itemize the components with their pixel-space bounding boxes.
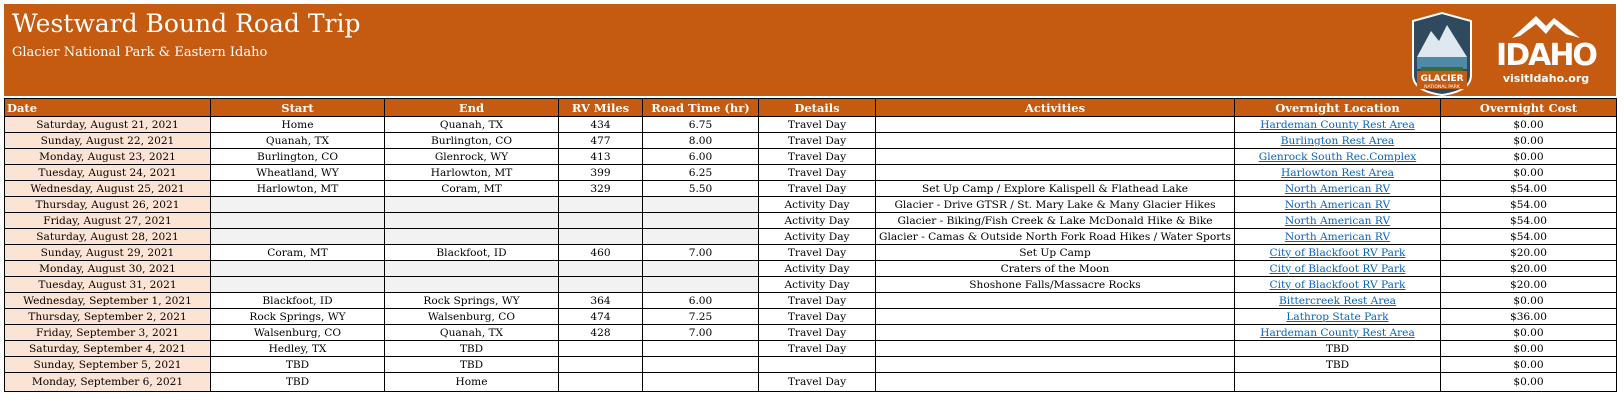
end-cell (385, 213, 559, 229)
details-cell: Activity Day (759, 261, 876, 277)
table-row (5, 149, 1617, 165)
activities-cell (876, 149, 1235, 165)
end-cell: Blackfoot, ID (385, 245, 559, 261)
overnight-location-link[interactable]: City of Blackfoot RV Park (1269, 262, 1406, 275)
overnight-cost-cell: $0.00 (1441, 325, 1617, 341)
date-cell: Wednesday, August 25, 2021 (5, 181, 211, 197)
details-cell: Travel Day (759, 293, 876, 309)
end-cell: Burlington, CO (385, 133, 559, 149)
table-row (5, 341, 1617, 357)
table-row (5, 181, 1617, 197)
overnight-location-link[interactable]: Lathrop State Park (1286, 310, 1389, 323)
details-cell: Travel Day (759, 133, 876, 149)
end-cell (385, 229, 559, 245)
overnight-location-link[interactable]: North American RV (1284, 214, 1391, 227)
overnight-cost-cell: $36.00 (1441, 309, 1617, 325)
activities-cell (876, 165, 1235, 181)
rv-miles-cell: 474 (559, 309, 643, 325)
table-row (5, 229, 1617, 245)
date-cell: Thursday, September 2, 2021 (5, 309, 211, 325)
activities-cell: Set Up Camp (876, 245, 1235, 261)
table-header-row (5, 99, 1617, 117)
details-cell: Travel Day (759, 373, 876, 392)
table-row (5, 293, 1617, 309)
activities-cell (876, 373, 1235, 392)
overnight-location-link[interactable]: North American RV (1284, 198, 1391, 211)
activities-cell (876, 309, 1235, 325)
end-cell: Quanah, TX (385, 325, 559, 341)
start-cell: TBD (211, 357, 385, 373)
overnight-location-link[interactable]: North American RV (1284, 230, 1391, 243)
overnight-location-cell (1235, 229, 1441, 245)
overnight-location-cell (1235, 277, 1441, 293)
table-row (5, 245, 1617, 261)
overnight-cost-cell: $0.00 (1441, 293, 1617, 309)
rv-miles-cell: 477 (559, 133, 643, 149)
rv-miles-cell (559, 357, 643, 373)
rv-miles-cell (559, 261, 643, 277)
start-cell: Rock Springs, WY (211, 309, 385, 325)
road-time-cell (643, 277, 759, 293)
overnight-location-cell (1235, 261, 1441, 277)
start-cell (211, 213, 385, 229)
overnight-location-cell: TBD (1235, 341, 1441, 357)
activities-cell (876, 325, 1235, 341)
road-time-cell: 6.00 (643, 293, 759, 309)
activities-cell (876, 341, 1235, 357)
page-subtitle: Glacier National Park & Eastern Idaho (12, 45, 268, 60)
table-row (5, 325, 1617, 341)
table-row (5, 213, 1617, 229)
overnight-cost-cell: $0.00 (1441, 165, 1617, 181)
end-cell: Glenrock, WY (385, 149, 559, 165)
rv-miles-cell: 329 (559, 181, 643, 197)
table-row (5, 357, 1617, 373)
svg-text:GLACIER: GLACIER (1420, 74, 1464, 84)
rv-miles-cell: 399 (559, 165, 643, 181)
activities-cell: Glacier - Drive GTSR / St. Mary Lake & Many Glacier Hikes (876, 197, 1235, 213)
end-cell: Walsenburg, CO (385, 309, 559, 325)
road-time-cell: 6.25 (643, 165, 759, 181)
road-time-cell: 7.25 (643, 309, 759, 325)
overnight-cost-cell: $0.00 (1441, 133, 1617, 149)
details-cell (759, 357, 876, 373)
road-time-cell (643, 261, 759, 277)
details-cell: Activity Day (759, 197, 876, 213)
end-cell: TBD (385, 357, 559, 373)
column-header-overnight-cost[interactable]: Overnight Cost (1441, 99, 1617, 117)
overnight-location-link[interactable]: Burlington Rest Area (1280, 134, 1395, 147)
rv-miles-cell (559, 277, 643, 293)
overnight-location-link[interactable]: City of Blackfoot RV Park (1269, 278, 1406, 291)
overnight-cost-cell: $20.00 (1441, 245, 1617, 261)
column-header-road-time[interactable]: Road Time (hr) (643, 99, 759, 117)
overnight-location-cell (1235, 117, 1441, 133)
date-cell: Sunday, August 29, 2021 (5, 245, 211, 261)
activities-cell (876, 117, 1235, 133)
end-cell: Home (385, 373, 559, 392)
overnight-cost-cell: $54.00 (1441, 197, 1617, 213)
overnight-location-cell: TBD (1235, 357, 1441, 373)
overnight-location-cell (1235, 181, 1441, 197)
table-row (5, 165, 1617, 181)
overnight-cost-cell: $0.00 (1441, 341, 1617, 357)
date-cell: Monday, September 6, 2021 (5, 373, 211, 392)
road-time-cell (643, 357, 759, 373)
details-cell: Travel Day (759, 181, 876, 197)
date-cell: Thursday, August 26, 2021 (5, 197, 211, 213)
overnight-location-cell (1235, 373, 1441, 392)
date-cell: Saturday, August 28, 2021 (5, 229, 211, 245)
start-cell: Wheatland, WY (211, 165, 385, 181)
end-cell: Quanah, TX (385, 117, 559, 133)
start-cell: Blackfoot, ID (211, 293, 385, 309)
end-cell (385, 197, 559, 213)
rv-miles-cell: 364 (559, 293, 643, 309)
start-cell: Coram, MT (211, 245, 385, 261)
details-cell: Travel Day (759, 149, 876, 165)
details-cell: Travel Day (759, 325, 876, 341)
header-banner (4, 4, 1616, 96)
rv-miles-cell (559, 229, 643, 245)
overnight-location-cell (1235, 309, 1441, 325)
road-time-cell (643, 197, 759, 213)
idaho-logo-wordmark: IDAHO (1496, 38, 1596, 73)
date-cell: Friday, September 3, 2021 (5, 325, 211, 341)
overnight-location-cell (1235, 149, 1441, 165)
overnight-cost-cell: $20.00 (1441, 277, 1617, 293)
start-cell: Burlington, CO (211, 149, 385, 165)
svg-text:NATIONAL PARK: NATIONAL PARK (1424, 85, 1460, 90)
start-cell: Home (211, 117, 385, 133)
column-header-activities[interactable]: Activities (876, 99, 1235, 117)
start-cell (211, 229, 385, 245)
overnight-location-cell (1235, 325, 1441, 341)
start-cell: Walsenburg, CO (211, 325, 385, 341)
column-header-date[interactable]: Date (5, 99, 211, 117)
end-cell: TBD (385, 341, 559, 357)
overnight-cost-cell: $0.00 (1441, 373, 1617, 392)
trip-schedule-table (4, 98, 1617, 392)
road-time-cell: 6.75 (643, 117, 759, 133)
overnight-location-cell (1235, 213, 1441, 229)
details-cell: Activity Day (759, 213, 876, 229)
rv-miles-cell (559, 341, 643, 357)
overnight-location-cell (1235, 165, 1441, 181)
road-time-cell: 5.50 (643, 181, 759, 197)
overnight-location-link[interactable]: City of Blackfoot RV Park (1269, 246, 1406, 259)
overnight-location-link[interactable]: Hardeman County Rest Area (1260, 326, 1415, 339)
road-time-cell (643, 213, 759, 229)
activities-cell: Shoshone Falls/Massacre Rocks (876, 277, 1235, 293)
overnight-location-link[interactable]: Bittercreek Rest Area (1279, 294, 1396, 307)
activities-cell: Craters of the Moon (876, 261, 1235, 277)
details-cell: Activity Day (759, 229, 876, 245)
overnight-location-cell (1235, 293, 1441, 309)
idaho-logo-url: visitIdaho.org (1502, 72, 1590, 85)
rv-miles-cell: 413 (559, 149, 643, 165)
start-cell: Hedley, TX (211, 341, 385, 357)
column-header-start[interactable]: Start (211, 99, 385, 117)
overnight-cost-cell: $0.00 (1441, 149, 1617, 165)
column-header-end[interactable]: End (385, 99, 559, 117)
details-cell: Travel Day (759, 341, 876, 357)
activities-cell (876, 133, 1235, 149)
date-cell: Monday, August 30, 2021 (5, 261, 211, 277)
date-cell: Sunday, September 5, 2021 (5, 357, 211, 373)
end-cell: Harlowton, MT (385, 165, 559, 181)
rv-miles-cell: 428 (559, 325, 643, 341)
start-cell: Harlowton, MT (211, 181, 385, 197)
overnight-location-cell (1235, 197, 1441, 213)
table-row (5, 133, 1617, 149)
date-cell: Saturday, August 21, 2021 (5, 117, 211, 133)
table-row (5, 373, 1617, 392)
activities-cell: Glacier - Biking/Fish Creek & Lake McDonald Hike & Bike (876, 213, 1235, 229)
start-cell: Quanah, TX (211, 133, 385, 149)
overnight-location-cell (1235, 245, 1441, 261)
activities-cell (876, 293, 1235, 309)
details-cell: Travel Day (759, 165, 876, 181)
road-time-cell (643, 373, 759, 392)
overnight-cost-cell: $54.00 (1441, 213, 1617, 229)
date-cell: Saturday, September 4, 2021 (5, 341, 211, 357)
activities-cell (876, 357, 1235, 373)
table-row (5, 197, 1617, 213)
road-time-cell: 7.00 (643, 325, 759, 341)
activities-cell: Glacier - Camas & Outside North Fork Road Hikes / Water Sports (876, 229, 1235, 245)
rv-miles-cell: 460 (559, 245, 643, 261)
start-cell (211, 277, 385, 293)
end-cell (385, 277, 559, 293)
date-cell: Wednesday, September 1, 2021 (5, 293, 211, 309)
overnight-cost-cell: $0.00 (1441, 357, 1617, 373)
column-header-overnight-location[interactable]: Overnight Location (1235, 99, 1441, 117)
road-time-cell: 6.00 (643, 149, 759, 165)
date-cell: Monday, August 23, 2021 (5, 149, 211, 165)
activities-cell: Set Up Camp / Explore Kalispell & Flathead Lake (876, 181, 1235, 197)
overnight-location-link[interactable]: North American RV (1284, 182, 1391, 195)
details-cell: Travel Day (759, 309, 876, 325)
date-cell: Tuesday, August 24, 2021 (5, 165, 211, 181)
details-cell: Travel Day (759, 245, 876, 261)
column-header-details[interactable]: Details (759, 99, 876, 117)
rv-miles-cell (559, 197, 643, 213)
table-row (5, 277, 1617, 293)
column-header-rv-miles[interactable]: RV Miles (559, 99, 643, 117)
date-cell: Friday, August 27, 2021 (5, 213, 211, 229)
overnight-cost-cell: $54.00 (1441, 229, 1617, 245)
date-cell: Tuesday, August 31, 2021 (5, 277, 211, 293)
overnight-cost-cell: $0.00 (1441, 117, 1617, 133)
table-row (5, 117, 1617, 133)
start-cell: TBD (211, 373, 385, 392)
details-cell: Activity Day (759, 277, 876, 293)
overnight-cost-cell: $54.00 (1441, 181, 1617, 197)
glacier-national-park-logo (1407, 11, 1477, 97)
overnight-location-link[interactable]: Harlowton Rest Area (1281, 166, 1394, 179)
rv-miles-cell (559, 373, 643, 392)
page-title: Westward Bound Road Trip (12, 9, 361, 38)
start-cell (211, 197, 385, 213)
road-time-cell: 7.00 (643, 245, 759, 261)
rv-miles-cell (559, 213, 643, 229)
rv-miles-cell: 434 (559, 117, 643, 133)
table-row (5, 309, 1617, 325)
overnight-cost-cell: $20.00 (1441, 261, 1617, 277)
date-cell: Sunday, August 22, 2021 (5, 133, 211, 149)
road-time-cell (643, 229, 759, 245)
table-row (5, 261, 1617, 277)
start-cell (211, 261, 385, 277)
overnight-location-link[interactable]: Hardeman County Rest Area (1260, 118, 1415, 131)
end-cell: Rock Springs, WY (385, 293, 559, 309)
table-body (5, 117, 1617, 392)
details-cell: Travel Day (759, 117, 876, 133)
overnight-location-cell (1235, 133, 1441, 149)
road-time-cell: 8.00 (643, 133, 759, 149)
end-cell: Coram, MT (385, 181, 559, 197)
end-cell (385, 261, 559, 277)
road-time-cell (643, 341, 759, 357)
overnight-location-link[interactable]: Glenrock South Rec.Complex (1258, 150, 1417, 163)
